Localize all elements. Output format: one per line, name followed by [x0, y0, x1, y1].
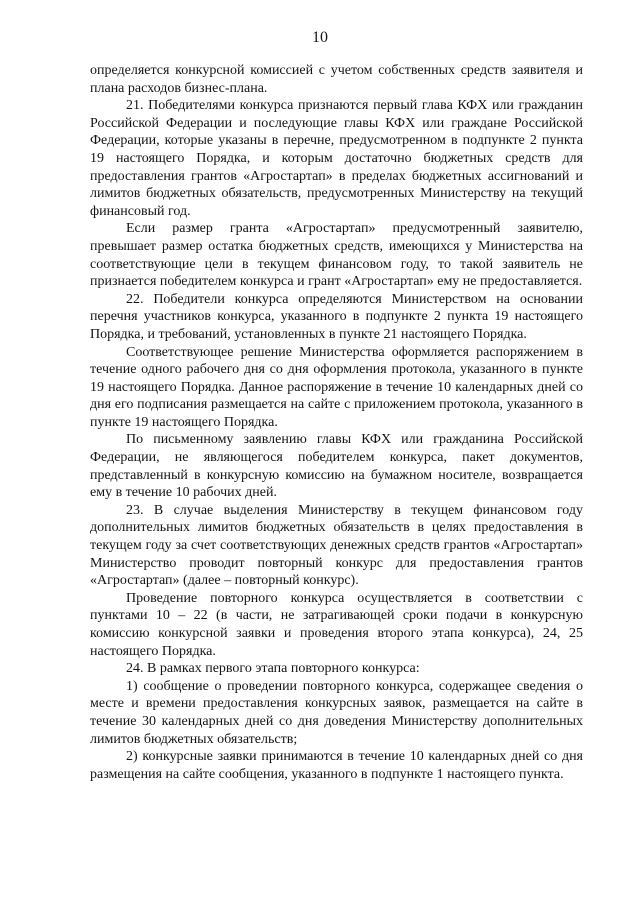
page-number: 10	[312, 29, 328, 46]
document-body	[90, 62, 583, 783]
paragraph-clause-21: 21. Победителями конкурса признаются первый глава КФХ или гражданин Российской Федерации и последующие главы КФХ или граждане Российской Федерации, которые указаны в перечне, предусмотренном в подпункте 2 пункта 19 настоящего Порядка, и которым достаточно бюджетных средств для предоставления грантов «Агростартап» в пределах бюджетных ассигнований и лимитов бюджетных обязательств, предусмотренных Министерству на текущий финансовый год.	[90, 98, 583, 219]
paragraph-continuation: определяется конкурсной комиссией с учетом собственных средств заявителя и плана расходов бизнес-плана.	[90, 63, 583, 96]
paragraph-documents-return: По письменному заявлению главы КФХ или гражданина Российской Федерации, не являющегося победителем конкурса, пакет документов, представленный в конкурсную комиссию на бумажном носителе, возвращается ему в течение 10 рабочих дней.	[90, 432, 583, 501]
paragraph-subclause-1: 1) сообщение о проведении повторного конкурса, содержащее сведения о месте и времени предоставления конкурсных заявок, размещается на сайте в течение 30 календарных дней со дня доведения Министерству дополнительных лимитов бюджетных обязательств;	[90, 678, 583, 747]
paragraph-clause-24: 24. В рамках первого этапа повторного конкурса:	[126, 661, 420, 677]
paragraph-grant-size: Если размер гранта «Агростартап» предусмотренный заявителю, превышает размер остатка бюджетных средств, имеющихся у Министерства на соответствующие цели в текущем финансовом году, то такой заявитель не признается победителем конкурса и грант «Агростартап» ему не предоставляется.	[90, 221, 583, 290]
paragraph-ministry-decision: Соответствующее решение Министерства оформляется распоряжением в течение одного рабочего дня со дня оформления протокола, указанного в пункте 19 настоящего Порядка. Данное распоряжение в течение 10 календарных дней со дня его подписания размещается на сайте с приложением протокола, указанного в пункте 19 настоящего Порядка.	[90, 344, 583, 430]
paragraph-clause-23: 23. В случае выделения Министерству в текущем финансовом году дополнительных лимитов бюджетных обязательств в целях предоставления в текущем году за счет соответствующих денежных средств грантов «Агростартап» Министерство проводит повторный конкурс для предоставления грантов «Агростартап» (далее – повторный конкурс).	[90, 502, 583, 589]
paragraph-subclause-2: 2) конкурсные заявки принимаются в течение 10 календарных дней со дня размещения на сайте сообщения, указанного в подпункте 1 настоящего пункта.	[90, 749, 583, 782]
paragraph-clause-22: 22. Победители конкурса определяются Министерством на основании перечня участников конкурса, указанного в подпункте 2 пункта 19 настоящего Порядка, и требований, установленных в пункте 21 настоящего Порядка.	[90, 291, 583, 342]
paragraph-repeat-contest: Проведение повторного конкурса осуществляется в соответствии с пунктами 10 – 22 (в части, не затрагивающей сроки подачи в конкурсную комиссию конкурсной заявки и проведения второго этапа конкурса), 24, 25 настоящего Порядка.	[90, 590, 583, 659]
